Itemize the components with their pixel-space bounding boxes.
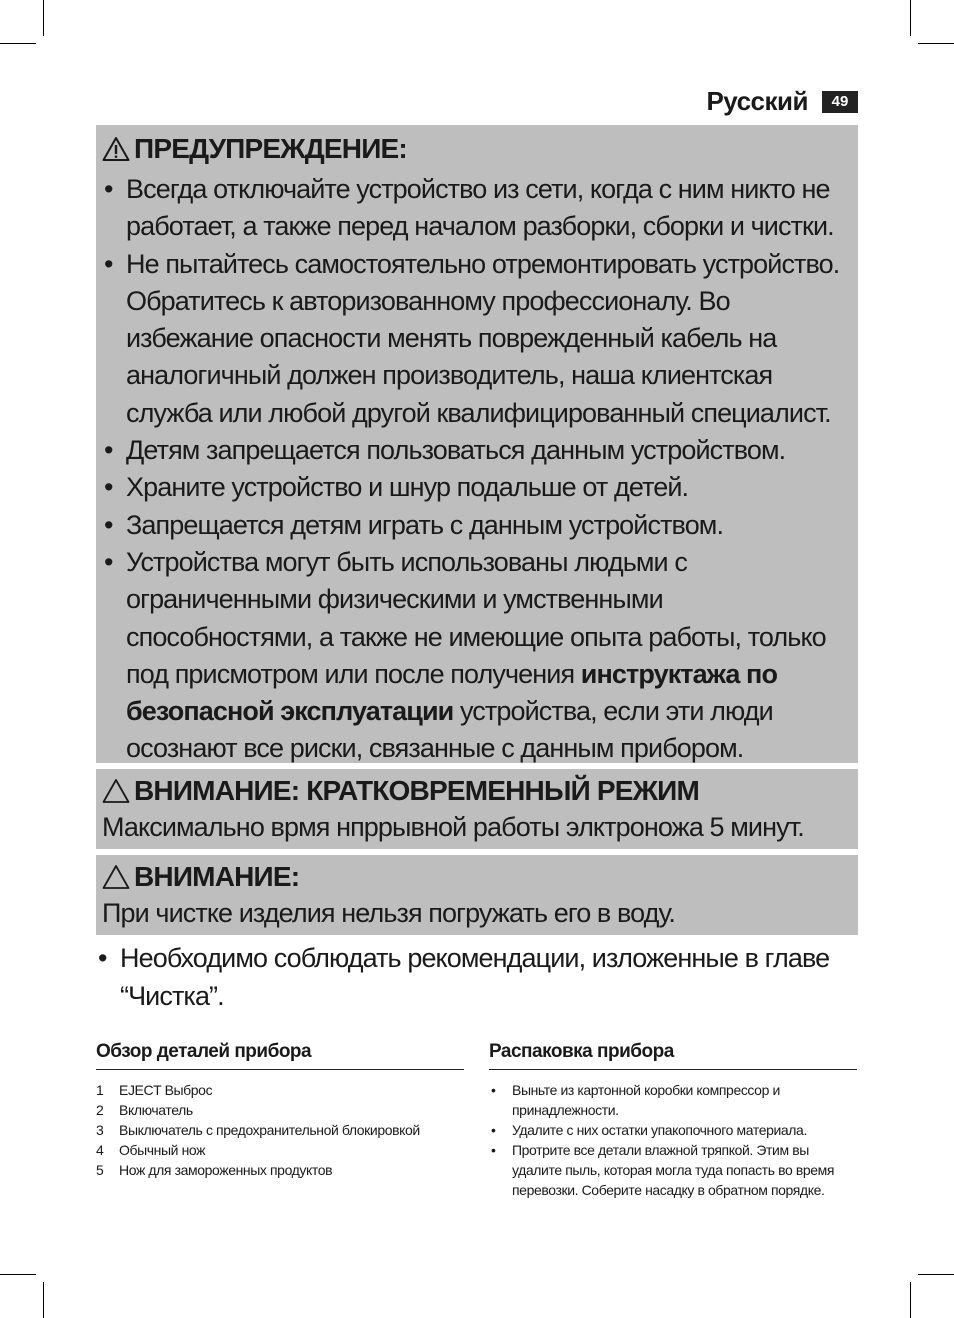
list-item [96,1160,464,1180]
warning-title-text: ПРЕДУПРЕЖДЕНИЕ: [134,133,407,164]
list-item [96,1080,464,1100]
bullet: • [104,174,113,204]
list-item-text: Храните устройство и шнур подальше от детей. [126,472,689,503]
attention-water-box [96,855,858,935]
item-number: 2 [96,1102,104,1118]
list-item-text: устройства, если эти люди осознают все риски, связанные с данным прибором. [126,696,773,764]
crop-mark [910,0,911,36]
crop-mark [918,43,954,44]
warning-box [96,125,858,763]
bullet: • [491,1142,496,1158]
language-label: Русский [706,86,808,116]
list-item [96,1100,464,1120]
list-item-bold-text: инструктажа по безопасной эксплуатации [126,658,778,727]
attention-short-text: Максимально врмя нпррывной работы элктроножа 5 минут. [102,812,804,842]
crop-mark [43,1282,44,1318]
item-number: 3 [96,1122,104,1138]
list-item [489,1120,857,1140]
parts-overview-section [96,1040,464,1180]
attention-water-text: При чистке изделия нельзя погружать его в воду. [102,898,675,928]
item-number: 1 [96,1082,104,1098]
unpacking-list [489,1080,857,1200]
bullet: • [104,248,113,279]
list-item-text: Всегда отключайте устройство из сети, когда с ним никто не работает, а также перед началом разборки, сборки и чистки. [126,174,834,242]
item-number: 4 [96,1142,104,1158]
item-text: Обычный нож [119,1142,206,1158]
list-item [102,507,852,544]
crop-mark [0,1274,36,1275]
parts-overview-heading: Обзор деталей прибора [96,1040,464,1070]
item-text: Протрите все детали влажной тряпкой. Этим вы удалите пыль, которая могла туда попасть во время перевозки. Соберите насадку в обратном порядке. [512,1142,835,1198]
attention-short-box [96,769,858,849]
list-item [102,432,852,469]
warning-triangle-icon [102,136,130,162]
list-item [102,469,852,506]
crop-mark [43,0,44,36]
bullet: • [491,1082,496,1098]
attention-water-title-text: ВНИМАНИЕ: [134,861,300,892]
list-item [489,1080,857,1120]
unpacking-heading: Распаковка прибора [489,1040,857,1070]
warning-title [102,131,852,167]
list-item-text: Детям запрещается пользоваться данным устройством. [126,435,786,466]
page-header [706,86,858,117]
item-text: Включатель [119,1102,193,1118]
unpacking-section [489,1040,857,1200]
cleaning-note-text: Необходимо соблюдать рекомендации, изложенные в главе “Чистка”. [120,943,830,1011]
list-item-text: Запрещается детям играть с данным устройством. [126,509,724,540]
list-item [102,171,852,246]
list-item [96,1140,464,1160]
parts-list [96,1080,464,1180]
item-number: 5 [96,1162,104,1178]
crop-mark [0,43,36,44]
item-text: Выключатель с предохранительной блокировкой [119,1122,420,1138]
item-text: Выньте из картонной коробки компрессор и принадлежности. [512,1082,780,1118]
crop-mark [918,1274,954,1275]
bullet: • [491,1122,496,1138]
attention-water-title [102,859,852,895]
list-item [102,544,852,768]
crop-mark [910,1282,911,1318]
warning-triangle-icon [102,864,130,890]
cleaning-note [96,940,858,1015]
item-text: Нож для замороженных продуктов [119,1162,333,1178]
attention-short-title-text: ВНИМАНИЕ: КРАТКОВРЕМЕННЫЙ РЕЖИМ [134,775,699,806]
bullet: • [104,435,113,466]
bullet: • [104,546,113,577]
list-item [102,246,852,432]
list-item-text: Не пытайтесь самостоятельно отремонтировать устройство. Обратитесь к авторизованному профессионалу. Во избежание опасности менять поврежденный кабель на аналогичный должен производитель, наша клиентская служба или любой другой квалифицированный специалист. [126,248,840,428]
bullet: • [98,943,107,973]
item-text: Удалите с них остатки упакопочного материала. [512,1122,807,1138]
warning-list [102,171,852,768]
item-text: EJECT Выброс [119,1082,213,1098]
list-item [489,1140,857,1200]
warning-triangle-icon [102,778,130,804]
attention-short-title [102,773,852,809]
list-item [96,1120,464,1140]
bullet: • [104,509,113,540]
page-number: 49 [822,91,858,113]
list-item-text: Устройства могут быть использованы людьми с ограниченными физическими и умственными способностями, а также не имеющие опыта работы, только под присмотром или после получения [126,546,826,689]
bullet: • [104,472,113,503]
